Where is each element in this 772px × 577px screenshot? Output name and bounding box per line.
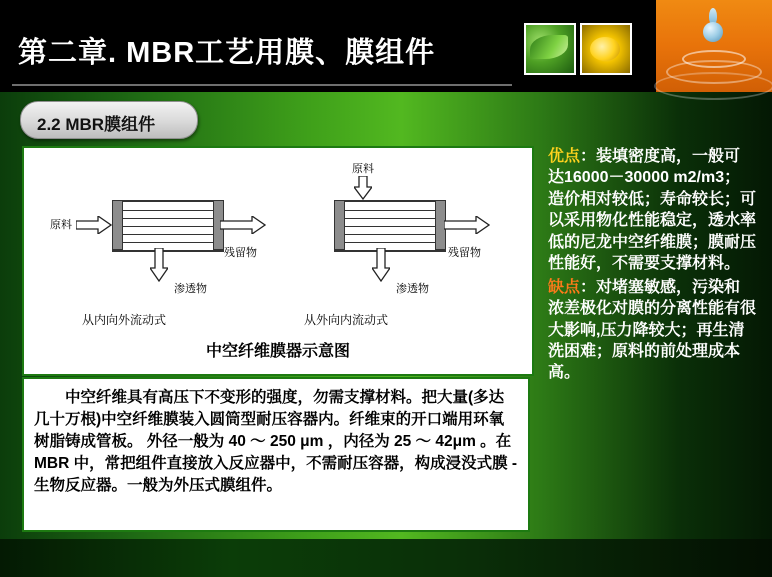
page-title: 第二章. MBR工艺用膜、膜组件 xyxy=(18,37,436,69)
pros-label: 优点 xyxy=(548,148,581,165)
notes-panel xyxy=(548,146,756,386)
body-text-panel xyxy=(22,377,530,532)
flow-mode-left: 从内向外流动式 xyxy=(82,313,167,327)
pros-block xyxy=(548,146,756,275)
retentate-label-right: 残留物 xyxy=(448,247,481,259)
permeate-arrow-right xyxy=(372,248,390,282)
cons-label: 缺点 xyxy=(548,278,581,296)
permeate-label-right: 渗透物 xyxy=(396,283,429,295)
retentate-label-left: 残留物 xyxy=(224,247,257,259)
diagram-panel xyxy=(22,146,534,376)
feed-arrow-left xyxy=(76,216,112,234)
feed-arrow-right xyxy=(354,176,372,200)
flow-mode-right: 从外向内流动式 xyxy=(304,313,389,327)
diagram-caption: 中空纤维膜器示意图 xyxy=(205,343,350,360)
body-text: 中空纤维具有高压下不变形的强度，勿需支撑材料。把大量(多达几十万根)中空纤维膜装入圆筒型耐压容器内。纤维束的开口端用环氧树脂铸成管板。 外径一般为 40 ～ 250 μm ，内径为 25 ～ 42μm 。在 MBR 中，常把组件直接放入反应器中，不需耐压容器，构成浸没式膜 - 生物反应器。一般为外压式膜组件。 xyxy=(34,389,518,494)
bottom-strip xyxy=(0,539,772,577)
permeate-label-left: 渗透物 xyxy=(174,283,207,295)
title-divider xyxy=(12,84,512,86)
cons-block xyxy=(548,277,756,384)
section-label-text: 2.2 MBR膜组件 xyxy=(37,115,156,134)
ripple-3 xyxy=(654,72,772,100)
retentate-arrow-left xyxy=(220,216,266,234)
retentate-arrow-right xyxy=(444,216,490,234)
section-label xyxy=(20,101,198,139)
leaf-photo xyxy=(524,23,576,75)
permeate-arrow-left xyxy=(150,248,168,282)
flower-photo xyxy=(580,23,632,75)
feed-label-left: 原料 xyxy=(50,219,72,231)
orange-panel xyxy=(656,0,772,92)
feed-label-right: 原料 xyxy=(352,163,374,175)
membrane-module-right xyxy=(334,200,446,252)
water-droplet-icon xyxy=(700,8,726,42)
pros-text: ：装填密度高，一般可达16000－30000 m2/m3；造价相对较低；寿命较长；可以采用物化性能稳定，透水率低的尼龙中空纤维膜；膜耐压性能好，不需要支撑材料。 xyxy=(548,148,757,273)
membrane-module-left xyxy=(112,200,224,252)
cons-text: ：对堵塞敏感，污染和浓差极化对膜的分离性能有很大影响,压力降较大；再生清洗困难；原料的前处理成本高。 xyxy=(548,278,757,382)
